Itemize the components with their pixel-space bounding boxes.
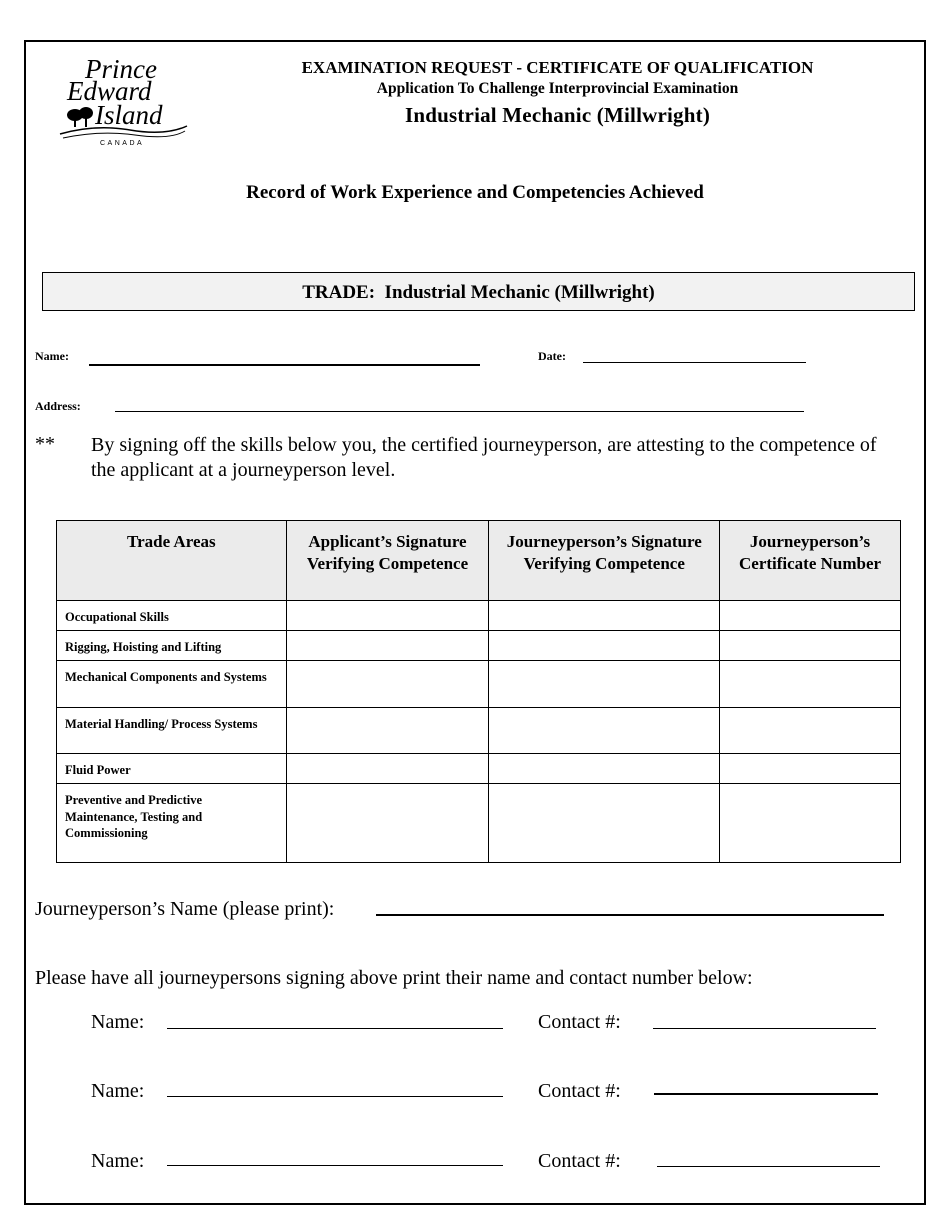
tree-icon (67, 107, 93, 127)
journeyperson-signature-cell[interactable] (489, 708, 720, 754)
applicant-signature-cell[interactable] (286, 784, 489, 863)
applicant-signature-cell[interactable] (286, 708, 489, 754)
contact-number-label: Contact #: (538, 1011, 621, 1033)
logo-line-1: Prince (85, 54, 157, 84)
trade-area: Preventive and Predictive Maintenance, Testing and Commissioning (57, 784, 287, 863)
name-field[interactable] (89, 364, 480, 366)
certificate-number-cell[interactable] (720, 661, 901, 708)
journeyperson-name-field[interactable] (376, 914, 884, 916)
header-title: EXAMINATION REQUEST - CERTIFICATE OF QUALIFICATION (301, 58, 814, 77)
contact-name-field[interactable] (167, 1028, 503, 1029)
name-label: Name: (35, 349, 69, 363)
address-field[interactable] (115, 411, 804, 412)
contact-number-field[interactable] (657, 1166, 880, 1167)
table-header-row (57, 521, 901, 601)
trade-area: Mechanical Components and Systems (57, 661, 287, 708)
header-certificate-number: Journeyperson’s Certificate Number (720, 521, 901, 601)
logo-line-2: Edward (67, 76, 152, 106)
certificate-number-cell[interactable] (720, 601, 901, 631)
contact-number-field[interactable] (653, 1028, 876, 1029)
logo-country: CANADA (100, 140, 145, 147)
contact-number-label: Contact #: (538, 1080, 621, 1102)
note-text: By signing off the skills below you, the certified journeyperson, are attesting to the competence of the applicant at a journeyperson level. (91, 434, 877, 481)
trade-area: Rigging, Hoisting and Lifting (57, 631, 287, 661)
header-trade-title: Industrial Mechanic (Millwright) (404, 103, 711, 127)
table-row (57, 601, 901, 631)
instruction-text: Please have all journeypersons signing above print their name and contact number below: (35, 967, 753, 989)
journeyperson-signature-cell[interactable] (489, 661, 720, 708)
table-row (57, 708, 901, 754)
certificate-number-cell[interactable] (720, 754, 901, 784)
trade-area: Fluid Power (57, 754, 287, 784)
journeyperson-name-label: Journeyperson’s Name (please print): (35, 898, 335, 920)
applicant-signature-cell[interactable] (286, 754, 489, 784)
contact-name-field[interactable] (167, 1165, 503, 1166)
competency-table (56, 520, 901, 863)
record-title: Record of Work Experience and Competencies Achieved (246, 182, 704, 203)
applicant-signature-cell[interactable] (286, 631, 489, 661)
journeyperson-signature-cell[interactable] (489, 631, 720, 661)
header-journeyperson-signature: Journeyperson’s Signature Verifying Competence (489, 521, 720, 601)
contact-number-label: Contact #: (538, 1150, 621, 1172)
trade-box: TRADE: Industrial Mechanic (Millwright) (42, 272, 915, 311)
trade-area: Occupational Skills (57, 601, 287, 631)
contact-name-label: Name: (91, 1080, 145, 1102)
table-row (57, 784, 901, 863)
contact-name-label: Name: (91, 1150, 145, 1172)
contact-name-field[interactable] (167, 1096, 503, 1097)
pei-logo (55, 52, 195, 148)
table-row (57, 661, 901, 708)
logo-line-3: Island (95, 100, 163, 130)
date-label: Date: (538, 349, 566, 363)
address-label: Address: (35, 399, 81, 413)
note-marker: ** (35, 433, 55, 455)
contact-number-field[interactable] (654, 1093, 878, 1095)
table-row (57, 754, 901, 784)
journeyperson-signature-cell[interactable] (489, 754, 720, 784)
applicant-signature-cell[interactable] (286, 661, 489, 708)
certificate-number-cell[interactable] (720, 631, 901, 661)
header-subtitle: Application To Challenge Interprovincial Examination (376, 80, 739, 97)
applicant-signature-cell[interactable] (286, 601, 489, 631)
certificate-number-cell[interactable] (720, 784, 901, 863)
journeyperson-signature-cell[interactable] (489, 601, 720, 631)
contact-name-label: Name: (91, 1011, 145, 1033)
certificate-number-cell[interactable] (720, 708, 901, 754)
header-applicant-signature: Applicant’s Signature Verifying Competence (286, 521, 489, 601)
journeyperson-signature-cell[interactable] (489, 784, 720, 863)
header-trade-areas: Trade Areas (57, 521, 287, 601)
table-row (57, 631, 901, 661)
trade-area: Material Handling/ Process Systems (57, 708, 287, 754)
date-field[interactable] (583, 362, 806, 363)
